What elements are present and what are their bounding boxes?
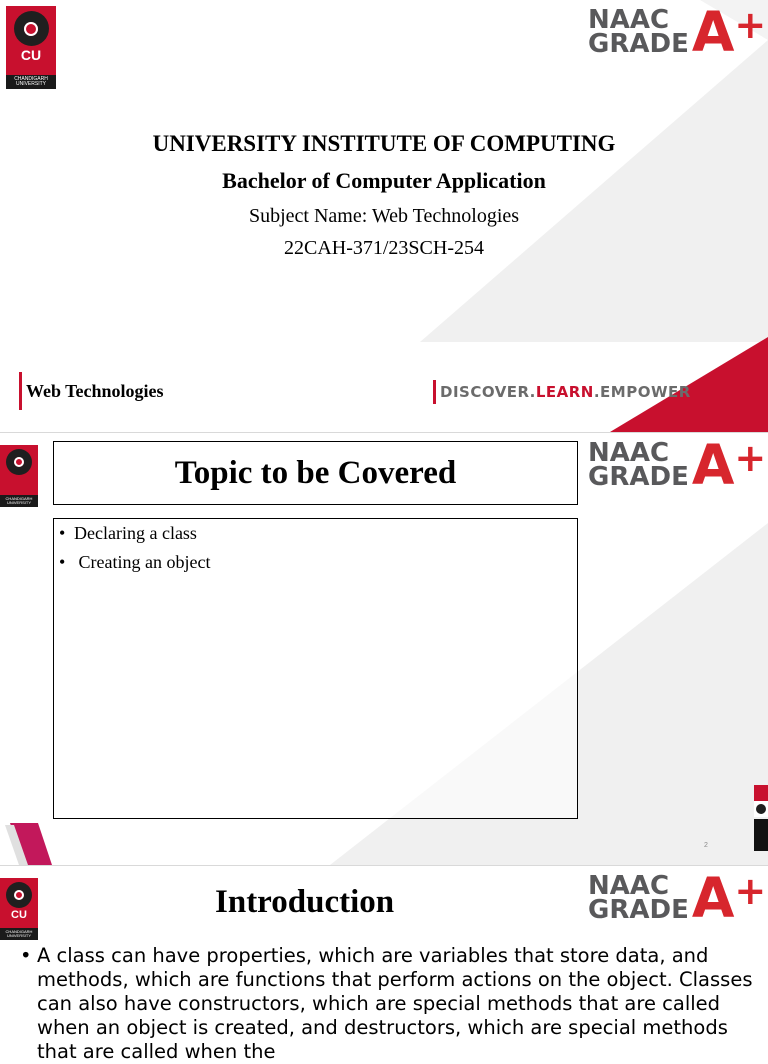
cu-logo [0, 445, 38, 507]
grade-letter: A [691, 866, 735, 930]
naac-label: NAAC [588, 871, 670, 902]
grade-letter: A [691, 433, 735, 497]
tagline-empower: EMPOWER [600, 383, 691, 401]
subject-name: Subject Name: Web Technologies [248, 205, 520, 227]
grade-label: GRADE [588, 894, 689, 925]
grade-plus: + [734, 3, 767, 47]
slide-title: Introduction [215, 884, 395, 920]
tagline-learn: LEARN [535, 383, 594, 401]
cu-logo-text: CU [20, 47, 42, 63]
intro-text: A class can have properties, which are variables that store data, and methods, which are functions that perform actions on the object. Classes can also have constructors, which are special methods that are called when an object is created, and destructors, which are special methods that are called when the [37, 944, 753, 1063]
cu-emblem-icon [6, 882, 33, 909]
cu-logo-name: CHANDIGARH UNIVERSITY [0, 928, 38, 940]
naac-logo [588, 0, 767, 64]
course-code: 22CAH-371/23SCH-254 [283, 237, 484, 259]
grade-plus: + [734, 869, 767, 913]
footer-course-title: Web Technologies [19, 372, 164, 410]
slide-title: Topic to be Covered [53, 441, 578, 505]
naac-label: NAAC [588, 5, 670, 36]
introduction-slide [0, 866, 768, 1063]
grade-label: GRADE [588, 461, 689, 492]
list-item: • Creating an object [59, 552, 211, 572]
list-item: • Declaring a class [59, 523, 197, 543]
cu-emblem-icon [6, 449, 33, 476]
tagline [433, 380, 691, 404]
cu-logo-name: CHANDIGARH UNIVERSITY [0, 495, 38, 507]
cu-logo-name: CHANDIGARH UNIVERSITY [6, 75, 56, 90]
cu-logo-text: CU [11, 908, 27, 921]
naac-label: NAAC [588, 438, 670, 469]
institute-name: UNIVERSITY INSTITUTE OF COMPUTING [152, 131, 616, 156]
grade-plus: + [734, 436, 767, 480]
tagline-sep: . [593, 383, 601, 401]
grade-letter: A [691, 0, 735, 64]
cu-logo [6, 6, 56, 89]
tagline-sep: . [529, 383, 536, 401]
bullet: • [20, 944, 32, 967]
topics-slide [0, 433, 768, 865]
page-number: 2 [704, 842, 708, 849]
grade-label: GRADE [588, 28, 689, 59]
naac-logo [588, 433, 767, 497]
tagline-discover: DISCOVER [440, 383, 530, 401]
topics-list-box [53, 518, 578, 819]
title-slide [0, 0, 768, 432]
cu-logo [0, 878, 38, 940]
program-name: Bachelor of Computer Application [222, 168, 546, 193]
cu-emblem-icon [14, 11, 49, 46]
naac-logo [588, 866, 767, 930]
intro-paragraph [20, 944, 755, 1064]
